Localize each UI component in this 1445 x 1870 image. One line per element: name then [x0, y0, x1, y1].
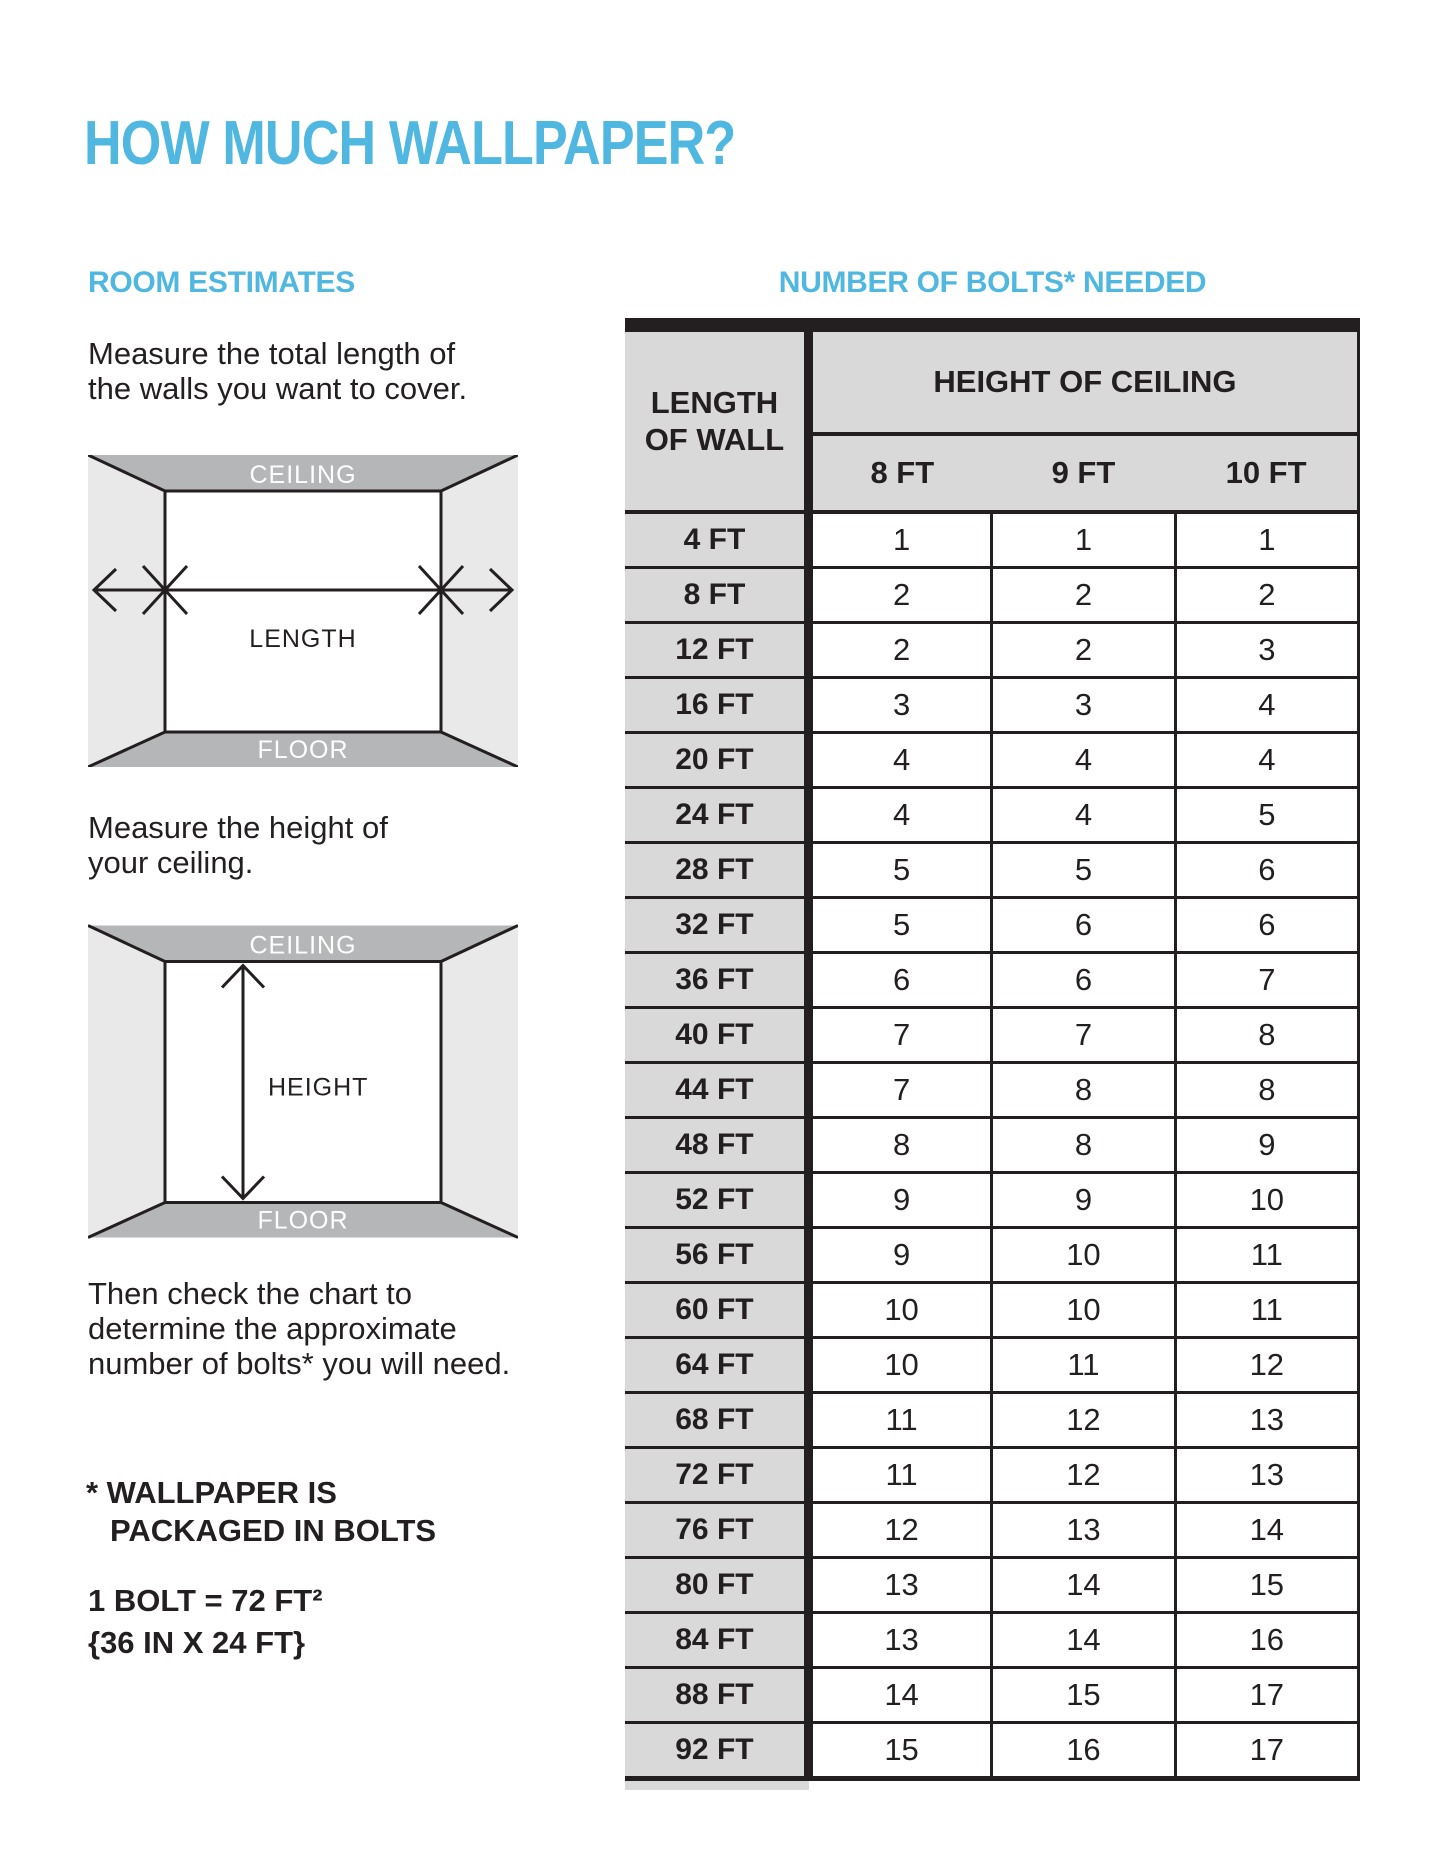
table-row — [625, 512, 1359, 568]
cell-9ft: 2 — [992, 623, 1175, 678]
cell-9ft: 3 — [992, 678, 1175, 733]
cell-10ft: 9 — [1175, 1118, 1358, 1173]
cell-10ft: 6 — [1175, 898, 1358, 953]
cell-9ft: 1 — [992, 512, 1175, 568]
step1-line1: Measure the total length of — [88, 336, 456, 371]
cell-10ft: 4 — [1175, 733, 1358, 788]
cell-10ft: 17 — [1175, 1723, 1358, 1777]
cell-10ft: 14 — [1175, 1503, 1358, 1558]
cell-10ft: 2 — [1175, 568, 1358, 623]
row-label: 92 FT — [625, 1723, 808, 1777]
room-length-diagram-svg — [88, 455, 518, 767]
bolt-definition — [88, 1580, 323, 1664]
table-row — [625, 1283, 1359, 1338]
room-estimates-heading: ROOM ESTIMATES — [88, 266, 355, 299]
table-row — [625, 1063, 1359, 1118]
cell-9ft: 14 — [992, 1558, 1175, 1613]
step3-line2: determine the approximate — [88, 1311, 457, 1346]
table-top-border — [625, 318, 1360, 332]
row-label: 44 FT — [625, 1063, 808, 1118]
row-label: 40 FT — [625, 1008, 808, 1063]
cell-9ft: 2 — [992, 568, 1175, 623]
cell-8ft: 9 — [808, 1228, 991, 1283]
cell-8ft: 7 — [808, 1008, 991, 1063]
table-row — [625, 1338, 1359, 1393]
cell-9ft: 5 — [992, 843, 1175, 898]
cell-8ft: 11 — [808, 1448, 991, 1503]
table-row — [625, 678, 1359, 733]
row-label: 56 FT — [625, 1228, 808, 1283]
room-height-diagram — [88, 923, 518, 1245]
length-of-wall-header-line1: LENGTH — [650, 385, 779, 420]
bolt-definition-line1: 1 BOLT = 72 FT² — [88, 1583, 323, 1618]
table-row — [625, 1173, 1359, 1228]
cell-8ft: 6 — [808, 953, 991, 1008]
length-of-wall-header — [625, 332, 808, 512]
step1-instruction — [88, 336, 467, 406]
cell-9ft: 12 — [992, 1393, 1175, 1448]
table-row — [625, 1118, 1359, 1173]
cell-8ft: 8 — [808, 1118, 991, 1173]
row-label: 76 FT — [625, 1503, 808, 1558]
cell-10ft: 6 — [1175, 843, 1358, 898]
row-label: 52 FT — [625, 1173, 808, 1228]
row-label: 24 FT — [625, 788, 808, 843]
cell-10ft: 16 — [1175, 1613, 1358, 1668]
row-label: 36 FT — [625, 953, 808, 1008]
cell-9ft: 10 — [992, 1228, 1175, 1283]
room-height-diagram-svg — [88, 923, 518, 1240]
page-title-text: HOW MUCH WALLPAPER? — [84, 108, 736, 178]
footnote-line2: PACKAGED IN BOLTS — [110, 1513, 437, 1548]
floor-label: FLOOR — [257, 1206, 349, 1235]
row-label: 8 FT — [625, 568, 808, 623]
cell-10ft: 8 — [1175, 1008, 1358, 1063]
row-label: 16 FT — [625, 678, 808, 733]
cell-10ft: 7 — [1175, 953, 1358, 1008]
row-label: 80 FT — [625, 1558, 808, 1613]
cell-10ft: 12 — [1175, 1338, 1358, 1393]
cell-10ft: 5 — [1175, 788, 1358, 843]
cell-8ft: 10 — [808, 1283, 991, 1338]
table-row — [625, 623, 1359, 678]
row-label: 60 FT — [625, 1283, 808, 1338]
column-header-10ft: 10 FT — [1175, 434, 1358, 512]
height-label: HEIGHT — [268, 1073, 369, 1102]
row-label: 68 FT — [625, 1393, 808, 1448]
cell-8ft: 13 — [808, 1613, 991, 1668]
cell-9ft: 11 — [992, 1338, 1175, 1393]
back-wall-surface — [165, 491, 441, 732]
row-label: 72 FT — [625, 1448, 808, 1503]
bolt-definition-line2: {36 IN X 24 FT} — [88, 1625, 306, 1660]
cell-8ft: 2 — [808, 623, 991, 678]
cell-9ft: 12 — [992, 1448, 1175, 1503]
cell-10ft: 15 — [1175, 1558, 1358, 1613]
step2-line2: your ceiling. — [88, 845, 254, 880]
table-row — [625, 953, 1359, 1008]
cell-8ft: 7 — [808, 1063, 991, 1118]
row-label: 84 FT — [625, 1613, 808, 1668]
cell-8ft: 12 — [808, 1503, 991, 1558]
right-wall-surface — [441, 455, 518, 767]
page-title — [84, 108, 859, 179]
cell-10ft: 11 — [1175, 1283, 1358, 1338]
cell-9ft: 4 — [992, 788, 1175, 843]
cell-8ft: 1 — [808, 512, 991, 568]
cell-8ft: 9 — [808, 1173, 991, 1228]
height-of-ceiling-header: HEIGHT OF CEILING — [808, 332, 1358, 434]
cell-9ft: 13 — [992, 1503, 1175, 1558]
cell-8ft: 2 — [808, 568, 991, 623]
footnote-line1: * WALLPAPER IS — [86, 1475, 337, 1510]
cell-9ft: 14 — [992, 1613, 1175, 1668]
cell-9ft: 10 — [992, 1283, 1175, 1338]
table-row — [625, 898, 1359, 953]
step2-line1: Measure the height of — [88, 810, 388, 845]
cell-8ft: 4 — [808, 733, 991, 788]
row-label: 4 FT — [625, 512, 808, 568]
cell-8ft: 11 — [808, 1393, 991, 1448]
cell-10ft: 1 — [1175, 512, 1358, 568]
row-label: 88 FT — [625, 1668, 808, 1723]
table-row — [625, 1503, 1359, 1558]
ceiling-label: CEILING — [249, 461, 357, 489]
table-row — [625, 733, 1359, 788]
row-label: 12 FT — [625, 623, 808, 678]
table-header-row-1 — [625, 332, 1359, 434]
cell-9ft: 7 — [992, 1008, 1175, 1063]
ceiling-label: CEILING — [249, 931, 357, 960]
cell-10ft: 3 — [1175, 623, 1358, 678]
cell-10ft: 13 — [1175, 1393, 1358, 1448]
cell-9ft: 8 — [992, 1063, 1175, 1118]
cell-8ft: 5 — [808, 843, 991, 898]
table-row — [625, 1448, 1359, 1503]
floor-label: FLOOR — [257, 736, 349, 764]
cell-10ft: 13 — [1175, 1448, 1358, 1503]
left-wall-surface — [88, 926, 165, 1238]
right-wall-surface — [441, 926, 518, 1238]
column-header-9ft: 9 FT — [992, 434, 1175, 512]
cell-9ft: 16 — [992, 1723, 1175, 1777]
cell-8ft: 3 — [808, 678, 991, 733]
length-of-wall-header-line2: OF WALL — [644, 422, 785, 457]
cell-8ft: 4 — [808, 788, 991, 843]
cell-8ft: 10 — [808, 1338, 991, 1393]
cell-8ft: 14 — [808, 1668, 991, 1723]
bolts-needed-heading: NUMBER OF BOLTS* NEEDED — [778, 266, 1207, 299]
cell-8ft: 5 — [808, 898, 991, 953]
step3-instruction — [88, 1276, 510, 1381]
cell-9ft: 6 — [992, 898, 1175, 953]
cell-9ft: 9 — [992, 1173, 1175, 1228]
cell-9ft: 15 — [992, 1668, 1175, 1723]
table-row — [625, 788, 1359, 843]
column-header-8ft: 8 FT — [808, 434, 991, 512]
table-row — [625, 1668, 1359, 1723]
row-label: 64 FT — [625, 1338, 808, 1393]
table-row — [625, 843, 1359, 898]
cell-9ft: 6 — [992, 953, 1175, 1008]
cell-9ft: 8 — [992, 1118, 1175, 1173]
length-label: LENGTH — [249, 625, 357, 653]
cell-8ft: 13 — [808, 1558, 991, 1613]
cell-10ft: 11 — [1175, 1228, 1358, 1283]
step2-instruction — [88, 810, 388, 880]
cell-8ft: 15 — [808, 1723, 991, 1777]
table-row — [625, 1558, 1359, 1613]
row-label: 48 FT — [625, 1118, 808, 1173]
bolts-table — [625, 332, 1360, 1776]
step3-line3: number of bolts* you will need. — [88, 1346, 511, 1381]
cell-10ft: 4 — [1175, 678, 1358, 733]
table-gray-stub — [625, 1781, 809, 1790]
table-row — [625, 1008, 1359, 1063]
table-row — [625, 1393, 1359, 1448]
cell-9ft: 4 — [992, 733, 1175, 788]
room-length-diagram — [88, 455, 518, 772]
step1-line2: the walls you want to cover. — [88, 371, 468, 406]
row-label: 20 FT — [625, 733, 808, 788]
table-row — [625, 1228, 1359, 1283]
cell-10ft: 8 — [1175, 1063, 1358, 1118]
step3-line1: Then check the chart to — [88, 1276, 412, 1311]
cell-10ft: 10 — [1175, 1173, 1358, 1228]
wallpaper-bolts-footnote — [86, 1474, 436, 1550]
row-label: 32 FT — [625, 898, 808, 953]
bolts-table-container — [625, 318, 1360, 1790]
cell-10ft: 17 — [1175, 1668, 1358, 1723]
table-row — [625, 568, 1359, 623]
table-row — [625, 1723, 1359, 1777]
row-label: 28 FT — [625, 843, 808, 898]
table-row — [625, 1613, 1359, 1668]
left-wall-surface — [88, 455, 165, 767]
